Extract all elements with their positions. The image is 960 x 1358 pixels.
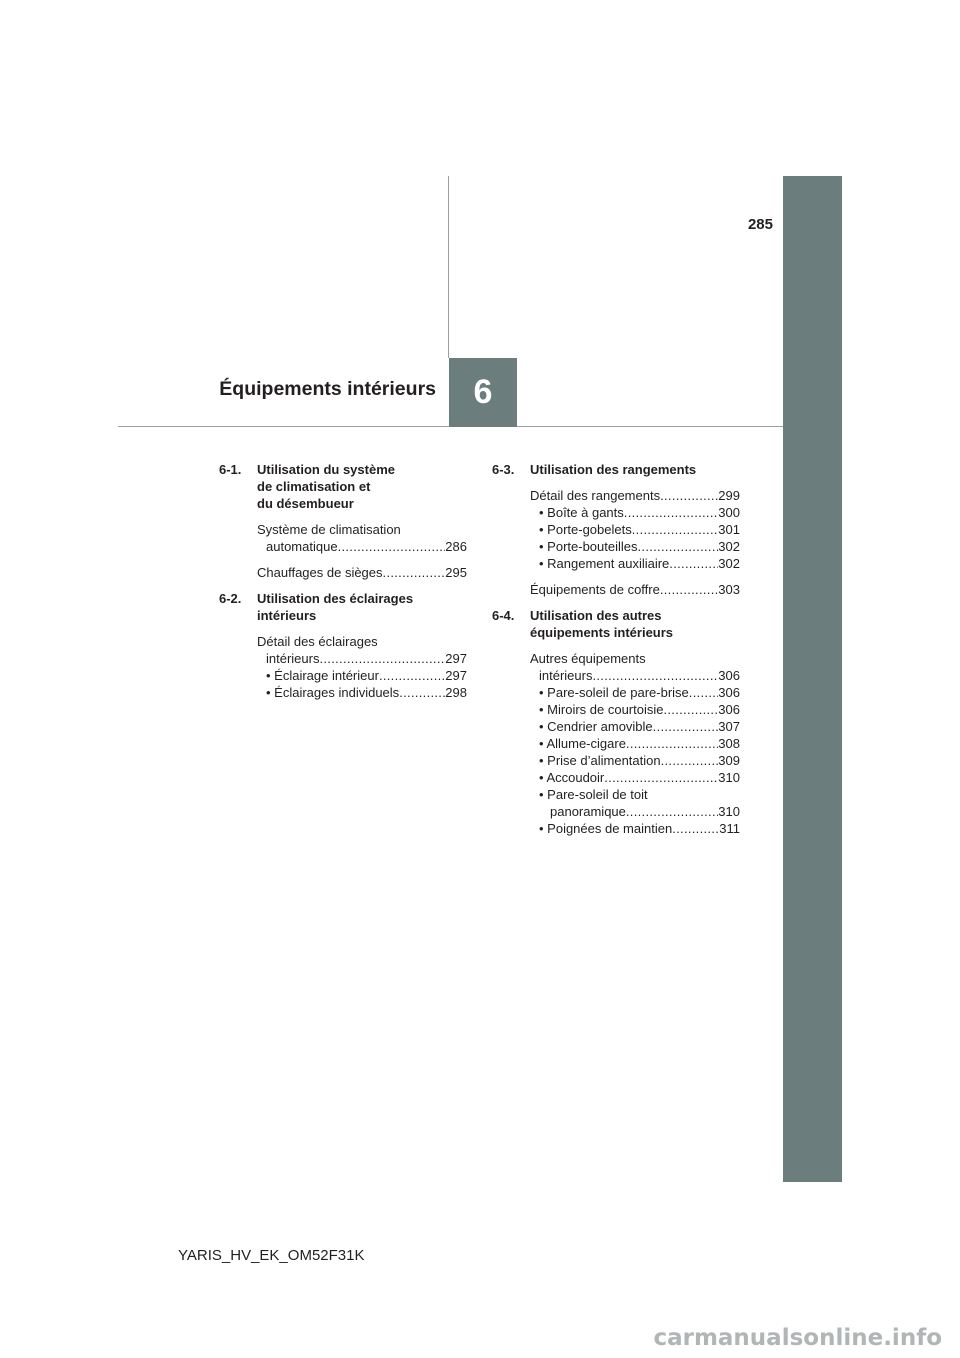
toc-entry-title: Détail des éclairages [257, 634, 378, 649]
toc-line-text: • Miroirs de courtoisie [539, 702, 664, 717]
toc-page-number: 295 [445, 565, 467, 580]
header-vertical-rule [448, 176, 449, 358]
toc-line-text: Chauffages de sièges [257, 565, 383, 580]
section-number: 6-2. [219, 591, 242, 606]
dot-leader [669, 555, 718, 572]
toc-page-number: 299 [718, 488, 740, 503]
toc-line [530, 752, 740, 769]
toc-page-number: 306 [718, 668, 740, 683]
toc-section-heading [492, 607, 740, 641]
toc-page-number: 298 [445, 685, 467, 700]
toc-page-number: 301 [718, 522, 740, 537]
toc-page-number: 303 [718, 582, 740, 597]
toc-section-heading [219, 590, 467, 624]
dot-leader [660, 487, 718, 504]
toc-line [530, 521, 740, 538]
toc-line [257, 667, 467, 684]
toc-page-number: 308 [718, 736, 740, 751]
toc-line-text: • Éclairage intérieur [266, 668, 379, 683]
toc-page-number: 310 [718, 770, 740, 785]
toc-line [530, 487, 740, 504]
dot-leader [638, 538, 719, 555]
toc-line [530, 555, 740, 572]
section-number: 6-4. [492, 608, 515, 623]
toc-line-text: automatique [266, 539, 338, 554]
dot-leader [661, 752, 719, 769]
toc-line [530, 667, 740, 684]
dot-leader [592, 667, 718, 684]
toc-entry [530, 650, 740, 837]
dot-leader [379, 667, 445, 684]
toc-entry [257, 521, 467, 555]
toc-page-number: 311 [719, 821, 740, 836]
dot-leader [653, 718, 719, 735]
toc-entry [530, 581, 740, 598]
toc-line [530, 581, 740, 598]
document-code: YARIS_HV_EK_OM52F31K [178, 1247, 365, 1264]
dot-leader [660, 581, 718, 598]
toc-page-number: 302 [718, 556, 740, 571]
toc-line [530, 538, 740, 555]
section-title: Utilisation des éclairages intérieurs [257, 591, 414, 623]
toc-line [530, 684, 740, 701]
toc-line-text: Détail des rangements [530, 488, 661, 503]
toc-line [530, 820, 740, 837]
toc-page-number: 286 [445, 539, 467, 554]
toc-entry [530, 487, 740, 572]
toc-page-number: 310 [718, 804, 740, 819]
toc-page-number: 302 [718, 539, 740, 554]
toc-page-number: 309 [718, 753, 740, 768]
toc-entry-title: Système de climatisation [257, 522, 401, 537]
toc-entry [257, 564, 467, 581]
toc-line-text: • Éclairages individuels [266, 685, 400, 700]
toc-line-text: • Prise d’alimentation [539, 753, 661, 768]
section-number: 6-3. [492, 462, 515, 477]
toc-page-number: 306 [718, 685, 740, 700]
toc-line [257, 684, 467, 701]
toc-line [530, 735, 740, 752]
dot-leader [624, 504, 719, 521]
section-title: Utilisation des autres équipements intérieurs [530, 608, 674, 640]
watermark-logo: carmanualsonline.info [653, 1325, 942, 1351]
dot-leader [626, 735, 718, 752]
toc-line [257, 538, 467, 555]
toc-line-text: • Porte-gobelets [539, 522, 632, 537]
toc-page-number: 297 [445, 651, 467, 666]
toc-line-text: intérieurs [266, 651, 320, 666]
toc-page-number: 307 [718, 719, 740, 734]
dot-leader [689, 684, 719, 701]
toc-line-text: panoramique [550, 804, 626, 819]
toc-line-text: • Boîte à gants [539, 505, 624, 520]
section-title: Utilisation du système de climatisation et du désembueur [257, 462, 395, 511]
page-number: 285 [747, 216, 773, 233]
toc-section-heading [492, 461, 740, 478]
toc-line [530, 701, 740, 718]
dot-leader [319, 650, 445, 667]
toc-line-text: • Porte-bouteilles [539, 539, 638, 554]
toc-line-text: • Pare-soleil de pare-brise [539, 685, 689, 700]
dot-leader [672, 820, 719, 837]
chapter-title: Équipements intérieurs [219, 378, 436, 400]
toc-line [530, 803, 740, 820]
toc-line-text: Équipements de coffre [530, 582, 660, 597]
toc-line [530, 718, 740, 735]
toc-line-text: • Rangement auxiliaire [539, 556, 670, 571]
chapter-tab-bar [783, 176, 842, 1182]
toc-line-text: • Allume-cigare [539, 736, 626, 751]
dot-leader [383, 564, 446, 581]
toc-section-heading [219, 461, 467, 512]
toc-line-text: • Poignées de maintien [539, 821, 673, 836]
toc-line-text: • Accoudoir [539, 770, 605, 785]
toc-line [530, 504, 740, 521]
section-title: Utilisation des rangements [530, 462, 697, 477]
toc-line-text: • Cendrier amovible [539, 719, 653, 734]
dot-leader [632, 521, 719, 538]
toc-page-number: 306 [718, 702, 740, 717]
toc-column-right [492, 461, 740, 837]
chapter-number-box: 6 [449, 358, 517, 427]
section-number: 6-1. [219, 462, 242, 477]
toc-page-number: 300 [718, 505, 740, 520]
dot-leader [604, 769, 718, 786]
dot-leader [399, 684, 445, 701]
toc-entry-title: Autres équipements [530, 651, 646, 666]
toc-bullet-text: • Pare-soleil de toit [539, 787, 648, 802]
toc-entry [257, 633, 467, 701]
dot-leader [626, 803, 718, 820]
toc-line [257, 650, 467, 667]
toc-line-text: intérieurs [539, 668, 593, 683]
toc-column-left [219, 461, 467, 701]
toc-line [257, 564, 467, 581]
toc-line [530, 769, 740, 786]
dot-leader [338, 538, 446, 555]
dot-leader [663, 701, 718, 718]
toc-page-number: 297 [445, 668, 467, 683]
